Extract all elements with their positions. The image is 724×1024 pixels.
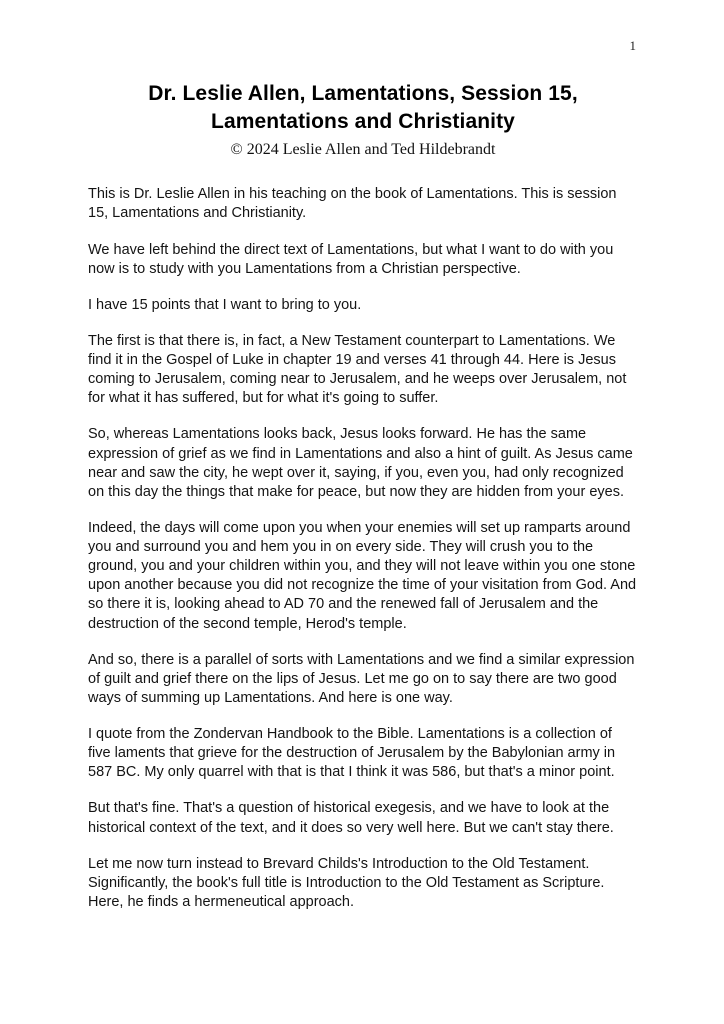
paragraph: Indeed, the days will come upon you when your enemies will set up ramparts around you and surround you and hem you in on every side. They will crush you to the ground, you and your children within you, and they will not leave within you one stone upon another because you did not recognize the time of your visitation from God. And so there it is, looking ahead to AD 70 and the renewed fall of Jerusalem and the destruction of the second temple, Herod's temple. (88, 519, 637, 632)
page-number: 1 (629, 38, 636, 53)
paragraph: And so, there is a parallel of sorts with Lamentations and we find a similar expression of guilt and grief there on the lips of Jesus. Let me go on to say there are two good ways of summing up Lamentations. And here is one way. (88, 651, 635, 706)
title-line-1: Dr. Leslie Allen, Lamentations, Session 15, (148, 82, 578, 105)
copyright-line: © 2024 Leslie Allen and Ted Hildebrandt (230, 141, 496, 159)
document-title (88, 80, 638, 136)
paragraph: This is Dr. Leslie Allen in his teaching on the book of Lamentations. This is session 15, Lamentations and Christianity. (88, 186, 617, 222)
paragraph: I quote from the Zondervan Handbook to the Bible. Lamentations is a collection of five laments that grieve for the destruction of Jerusalem by the Babylonian army in 587 BC. My only quarrel with that is that I think it was 586, but that's a minor point. (88, 726, 616, 781)
paragraph: So, whereas Lamentations looks back, Jesus looks forward. He has the same expression of grief as we find in Lamentations and also a hint of guilt. As Jesus came near and saw the city, he wept over it, saying, if you, even you, had only recognized on this day the things that make for peace, but now they are hidden from your eyes. (88, 426, 633, 500)
paragraph: But that's fine. That's a question of historical exegesis, and we have to look at the historical context of the text, and it does so very well here. But we can't stay there. (88, 800, 614, 836)
paragraph: The first is that there is, in fact, a New Testament counterpart to Lamentations. We find it in the Gospel of Luke in chapter 19 and verses 41 through 44. Here is Jesus coming to Jerusalem, coming near to Jerusalem, and he weeps over Jerusalem, not for what it has suffered, but for what it's going to suffer. (88, 332, 627, 407)
document-body (88, 185, 638, 912)
document-header (88, 80, 638, 159)
title-line-2: Lamentations and Christianity (211, 110, 515, 134)
paragraph: Let me now turn instead to Brevard Childs's Introduction to the Old Testament. Significantly, the book's full title is Introduction to the Old Testament as Scripture. Here, he finds a hermeneutical approach. (88, 855, 605, 910)
paragraph: We have left behind the direct text of Lamentations, but what I want to do with you now is to study with you Lamentations from a Christian perspective. (88, 241, 614, 277)
paragraph: I have 15 points that I want to bring to you. (88, 296, 362, 313)
